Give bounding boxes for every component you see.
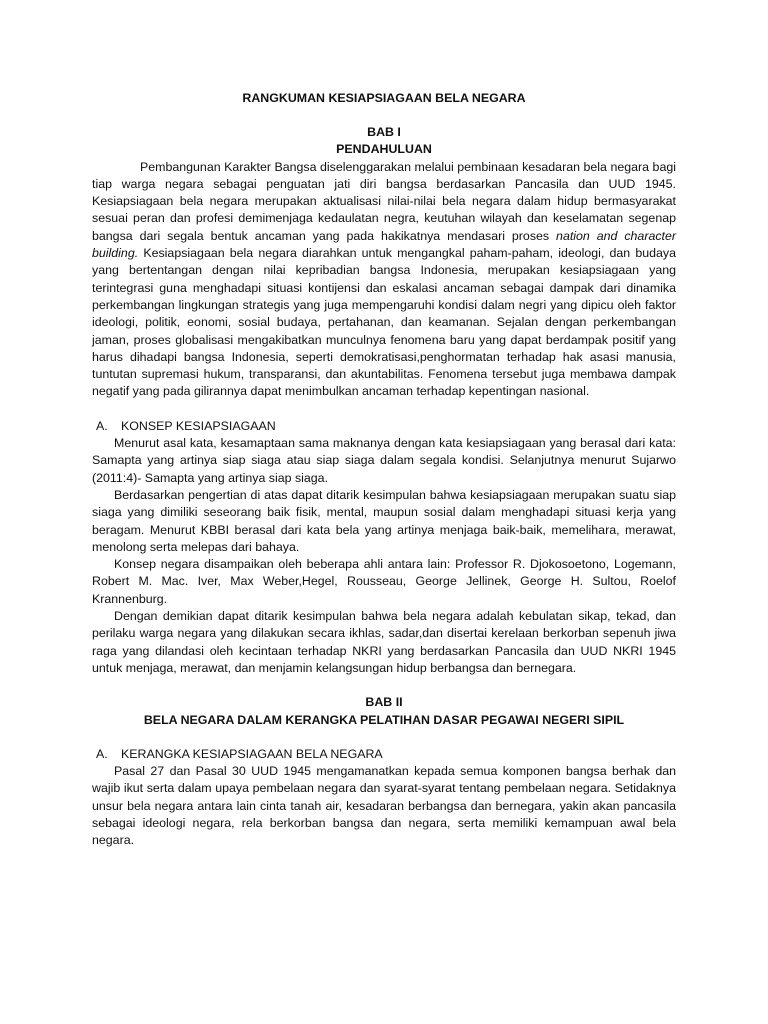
document-page: [92, 90, 676, 850]
section-1a-heading: [92, 418, 676, 435]
section-1a-paragraph: Dengan demikian dapat ditarik kesimpulan bahwa bela negara adalah kebulatan sikap, tekad, dan perilaku warga negara yang dilakukan secara ikhlas, sadar,dan disertai kerelaan berkorban sepenuh jiwa raga yang dilandasi oleh kecintaan terhadap NKRI yang berdasarkan Pancasila dan UUD NKRI 1945 untuk menjaga, merawat, dan menjamin kelangsungan hidup berbangsa dan bernegara.: [92, 609, 676, 675]
section-1a-title: KONSEP KESIAPSIAGAAN: [121, 418, 276, 433]
document-title: RANGKUMAN KESIAPSIAGAAN BELA NEGARA: [242, 91, 526, 105]
section-2a-letter: A.: [96, 746, 108, 761]
chapter-1-name: PENDAHULUAN: [336, 142, 432, 157]
intro-text-part-1: Pembangunan Karakter Bangsa diselenggarakan melalui pembinaan kesadaran bela negara bagi tiap warga negara sebagai penguatan jati diri bangsa berdasarkan Pancasila dan UUD 1945. Kesiapsiagaan bela negara merupakan aktualisasi nilai-nilai bela negara dalam hidup bermasyarakat sesuai peran dan profesi demimenjaga kedaulatan negra, keutuhan wilayah dan keselamatan segenap bangsa dari segala bentuk ancaman yang pada hakikatnya mendasari proses: [92, 159, 676, 243]
intro-italic-term: nation and character building.: [92, 228, 676, 261]
chapter-2-number: BAB II: [365, 695, 403, 710]
chapter-1-number: BAB I: [367, 125, 401, 139]
chapter-1-intro-paragraph: [92, 159, 676, 401]
section-2a-paragraph: Pasal 27 dan Pasal 30 UUD 1945 mengamanatkan kepada semua komponen bangsa berhak dan wajib ikut serta dalam upaya pembelaan negara dan syarat-syarat tentang pembelaan negara. Setidaknya unsur bela negara antara lain cinta tanah air, kesadaran berbangsa dan bernegara, yakin akan pancasila sebagai ideologi negara, rela berkorban bangsa dan negara, serta memiliki kemampuan awal bela negara.: [92, 764, 676, 848]
section-1a-letter: A.: [96, 418, 108, 433]
section-1a-paragraph: Menurut asal kata, kesamaptaan sama maknanya dengan kata kesiapsiagaan yang berasal dari kata: Samapta yang artinya siap siaga atau siap siaga dalam segala kondisi. Selanjutnya menurut Sujarwo (2011:4)- Samapta yang artinya siap siaga.: [92, 436, 676, 485]
intro-text-part-2: Kesiapsiagaan bela negara diarahkan untuk mengangkal paham-paham, ideologi, dan budaya yang bertentangan dengan nilai kepribadian bangsa Indonesia, merupakan kesiapsiagaan yang terintegrasi guna menghadapi situasi kontijensi dan eskalasi ancaman sebagai dampak dari dinamika perkembangan lingkungan strategis yang juga mempengaruhi kondisi dalam negri yang dipicu oleh faktor ideologi, politik, eonomi, sosial budaya, pertahanan, dan keamanan. Sejalan dengan perkembangan jaman, proses globalisasi mengakibatkan munculnya fenomena baru yang dapat berdampak positif yang harus dihadapi bangsa Indonesia, seperti demokratisasi,penghormatan terhadap hak asasi manusia, tuntutan supremasi hukum, transparansi, dan akuntabilitas. Fenomena tersebut juga membawa dampak negatif yang pada gilirannya dapat menimbulkan ancaman terhadap kepentingan nasional.: [92, 246, 676, 399]
section-2a-title: KERANGKA KESIAPSIAGAAN BELA NEGARA: [121, 746, 383, 761]
section-2a-heading: [92, 746, 676, 763]
section-1a-paragraph: Konsep negara disampaikan oleh beberapa ahli antara lain: Professor R. Djokosoetono, Logemann, Robert M. Mac. Iver, Max Weber,Hegel, Rousseau, George Jellinek, George H. Sultou, Roelof Krannenburg.: [92, 557, 676, 606]
section-1a-paragraph: Berdasarkan pengertian di atas dapat ditarik kesimpulan bahwa kesiapsiagaan merupakan suatu siap siaga yang dimiliki seseorang baik fisik, mental, maupun sosial dalam menghadapi situasi kerja yang beragam. Menurut KBBI berasal dari kata bela yang artinya menjaga baik-baik, memelihara, merawat, menolong serta melepas dari bahaya.: [92, 487, 676, 554]
chapter-2-name: BELA NEGARA DALAM KERANGKA PELATIHAN DASAR PEGAWAI NEGERI SIPIL: [143, 712, 625, 727]
